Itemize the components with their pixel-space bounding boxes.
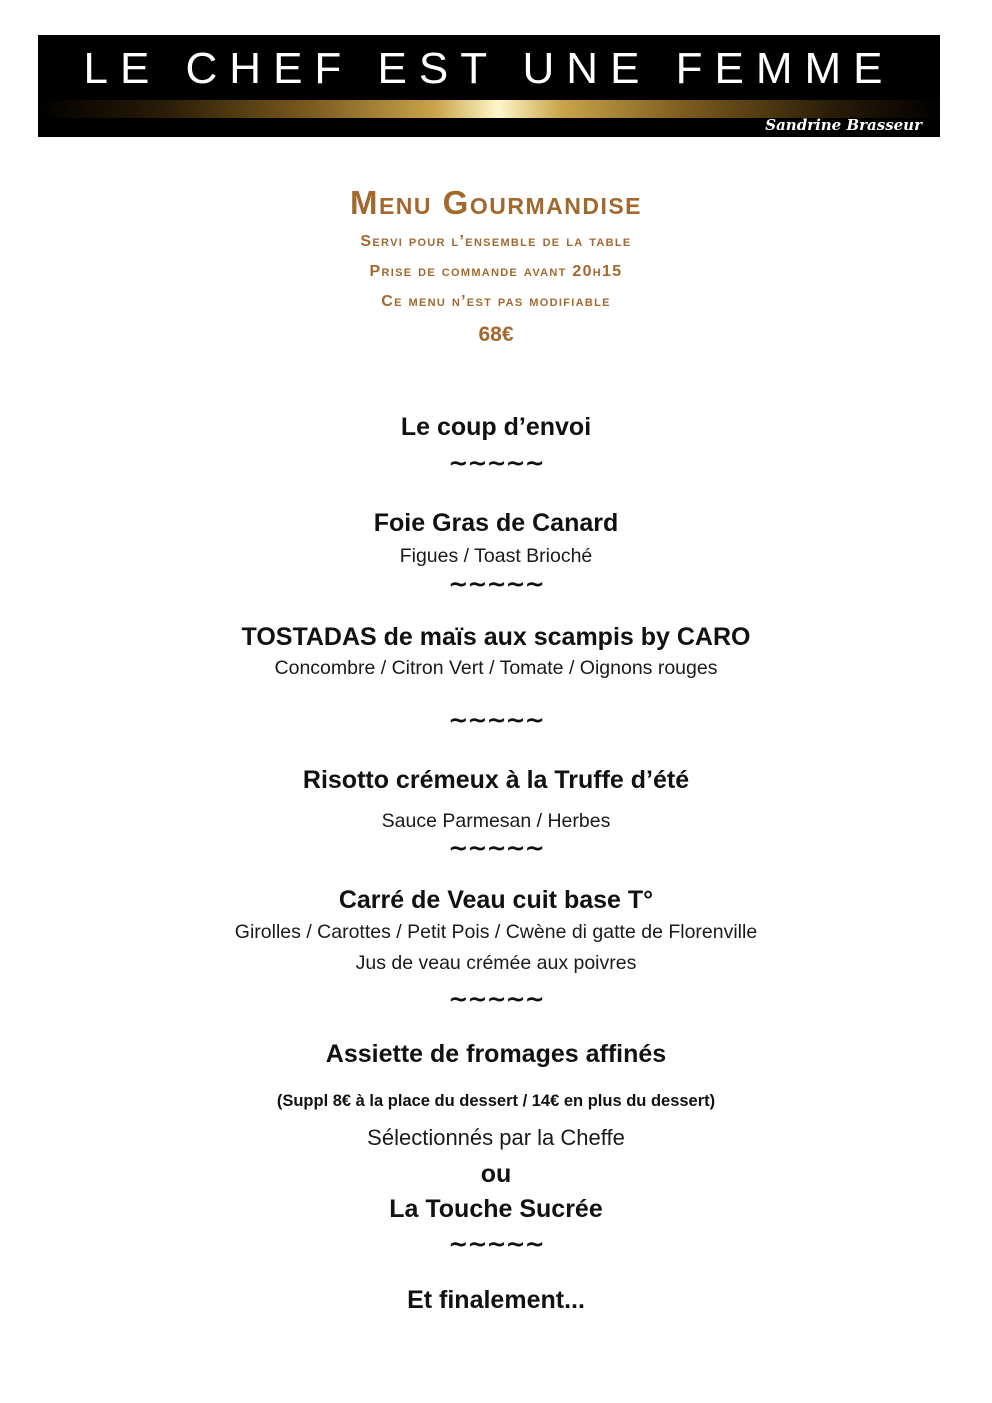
course-veau-detail-2: Jus de veau crémée aux poivres xyxy=(355,952,637,974)
separator: ~~~~~ xyxy=(448,985,544,1013)
course-foie-gras: Foie Gras de Canard xyxy=(373,509,619,537)
course-tostadas: TOSTADAS de maïs aux scampis by CARO xyxy=(241,623,751,651)
separator: ~~~~~ xyxy=(448,449,544,477)
separator: ~~~~~ xyxy=(448,570,544,598)
menu-price: 68€ xyxy=(478,323,514,346)
menu-subtitle-not-modifiable: Ce menu n’est pas modifiable xyxy=(381,293,611,310)
menu-subtitle-table: Servi pour l’ensemble de la table xyxy=(360,233,632,250)
chef-signature: Sandrine Brasseur xyxy=(765,116,922,134)
course-dessert: La Touche Sucrée xyxy=(389,1195,603,1223)
course-foie-gras-detail: Figues / Toast Brioché xyxy=(399,545,593,567)
course-final: Et finalement... xyxy=(407,1286,585,1314)
course-fromages-supplement-note: (Suppl 8€ à la place du dessert / 14€ en plus du dessert) xyxy=(276,1092,716,1110)
course-fromages-detail: Sélectionnés par la Cheffe xyxy=(367,1125,625,1150)
menu-subtitle-order-time: Prise de commande avant 20h15 xyxy=(369,263,623,280)
course-or: ou xyxy=(480,1160,512,1188)
menu-title: Menu Gourmandise xyxy=(349,184,643,221)
course-fromages: Assiette de fromages affinés xyxy=(325,1040,667,1068)
header-banner xyxy=(38,35,940,137)
course-tostadas-detail: Concombre / Citron Vert / Tomate / Oignons rouges xyxy=(274,657,718,679)
course-veau: Carré de Veau cuit base T° xyxy=(338,886,654,914)
separator: ~~~~~ xyxy=(448,1230,544,1258)
course-envoi: Le coup d’envoi xyxy=(400,413,592,441)
course-veau-detail-1: Girolles / Carottes / Petit Pois / Cwène di gatte de Florenville xyxy=(234,921,758,943)
course-risotto-detail: Sauce Parmesan / Herbes xyxy=(381,810,611,832)
separator: ~~~~~ xyxy=(448,706,544,734)
separator: ~~~~~ xyxy=(448,834,544,862)
course-risotto: Risotto crémeux à la Truffe d’été xyxy=(302,766,690,794)
restaurant-title: LE CHEF EST UNE FEMME xyxy=(83,44,895,93)
